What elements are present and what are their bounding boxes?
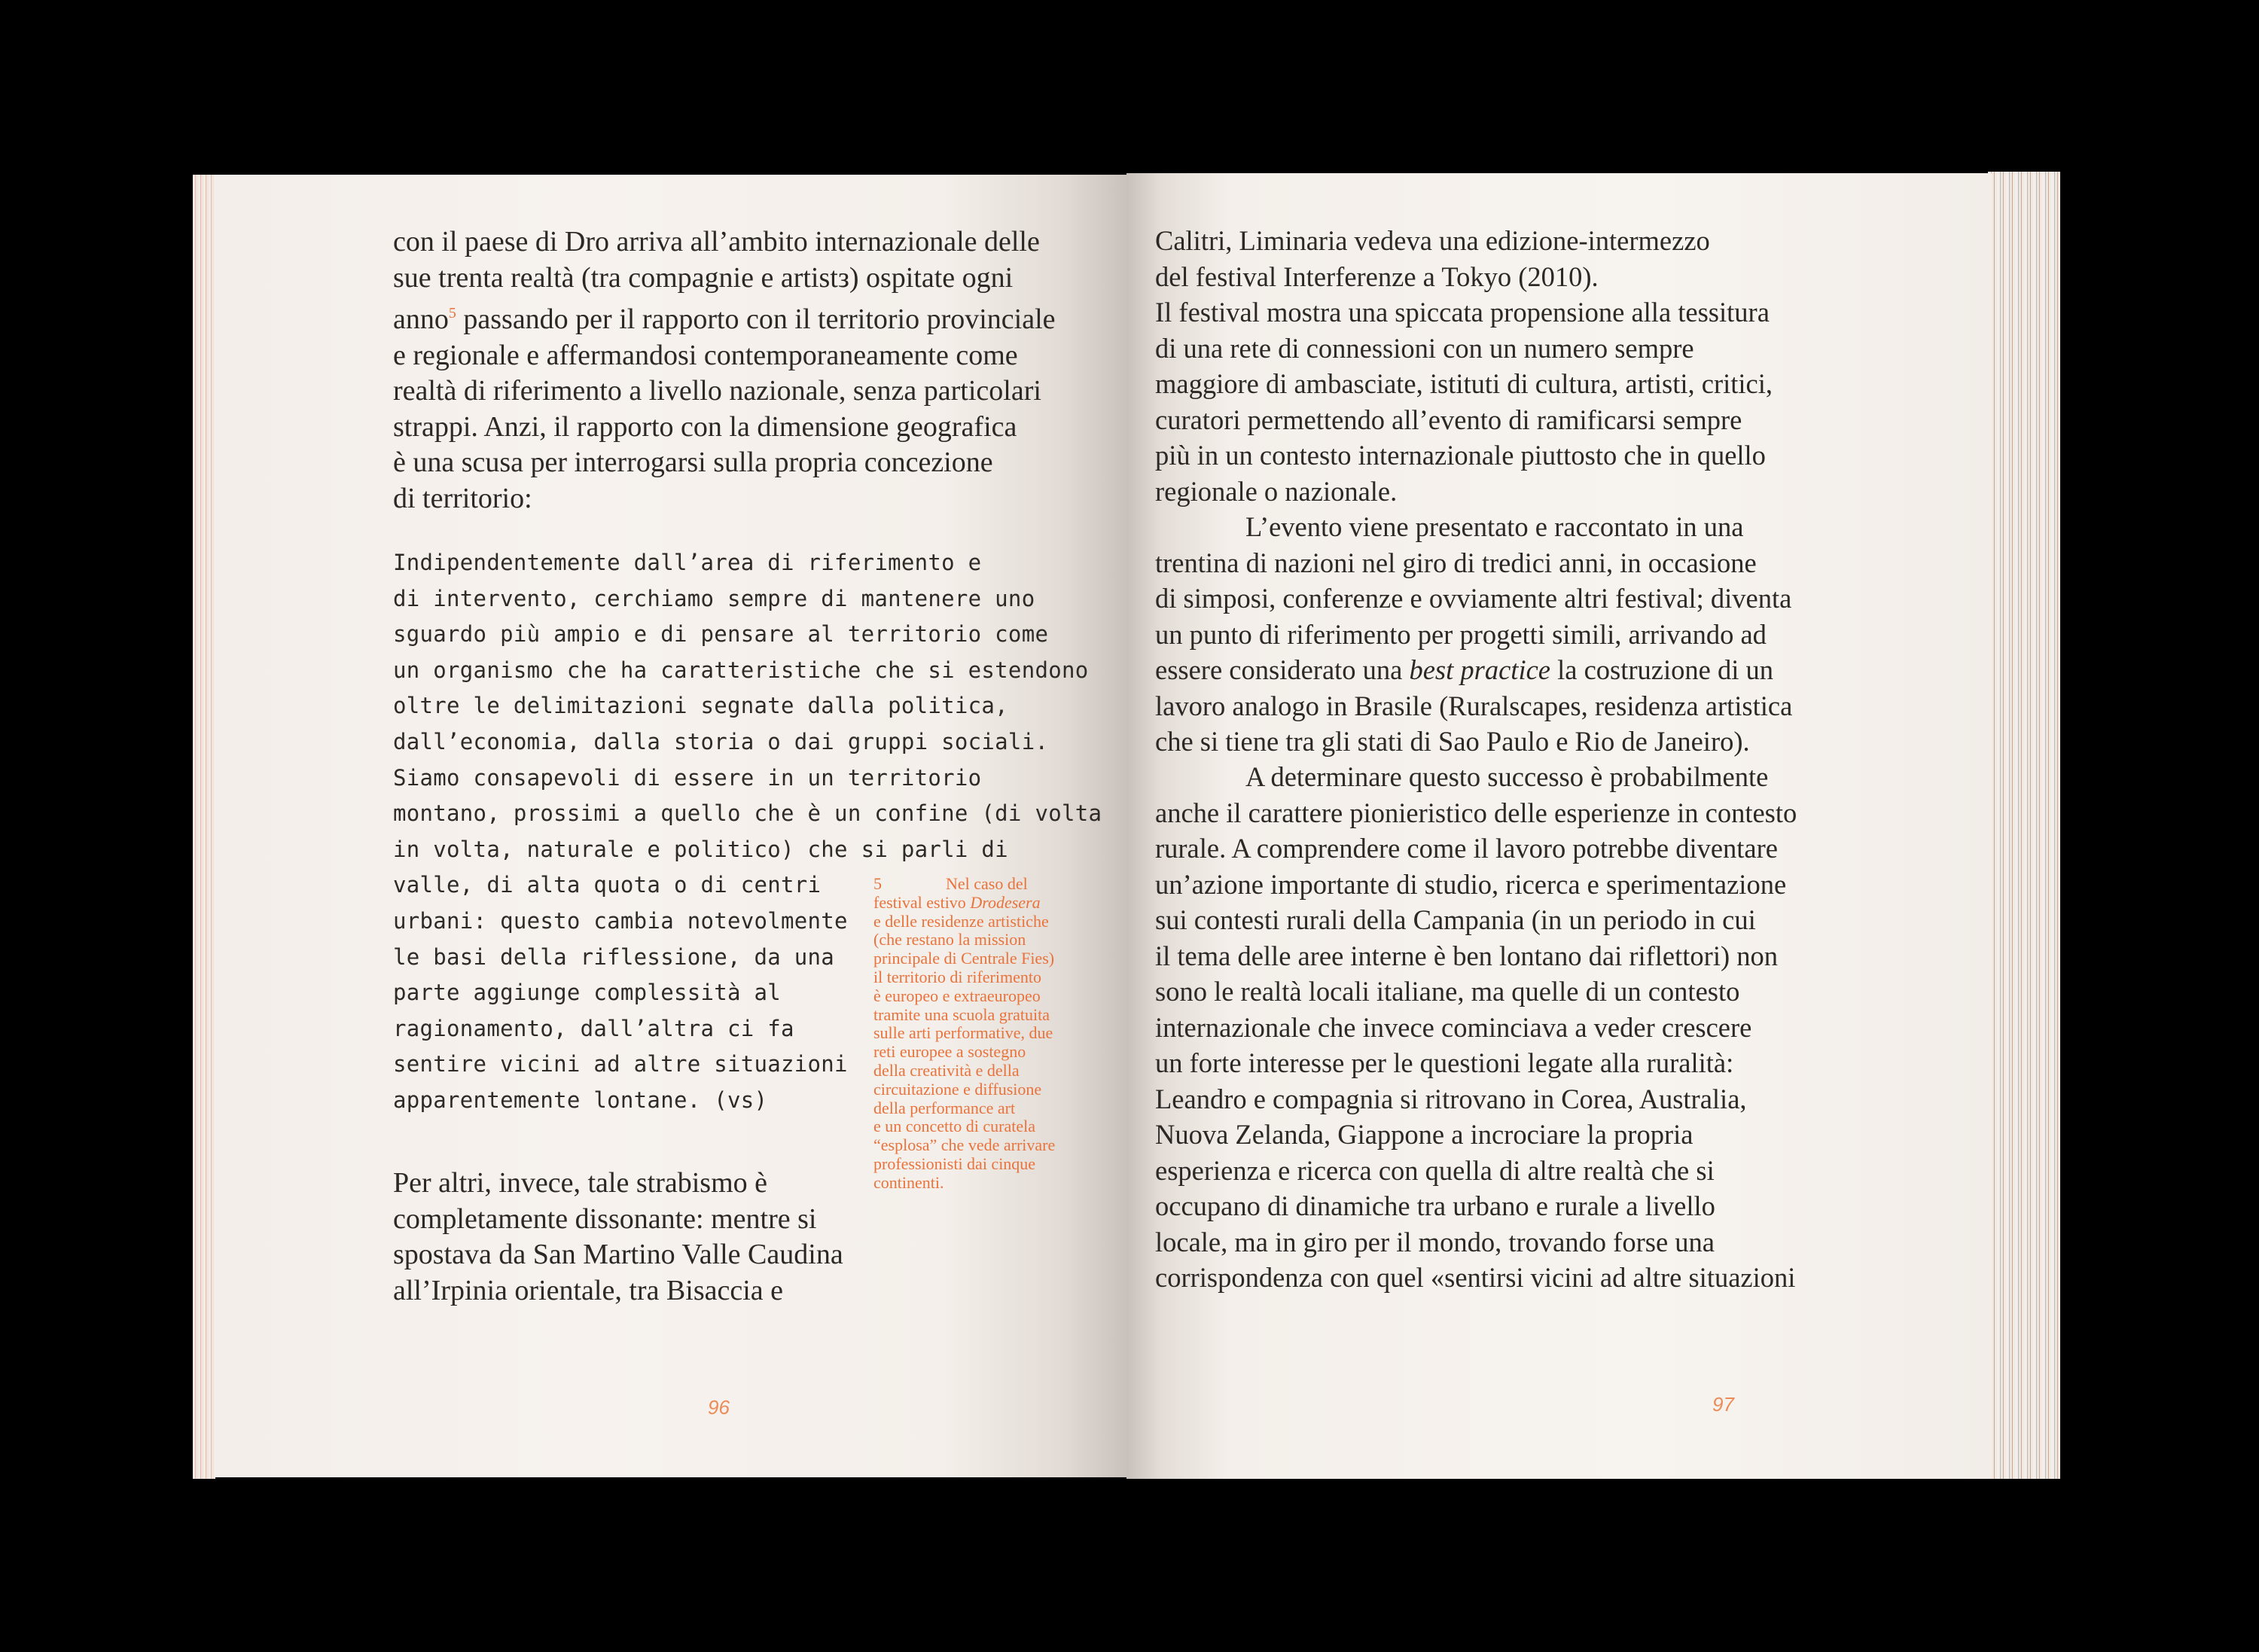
right-paragraph-2: L’evento viene presentato e raccontato in una trentina di nazioni nel giro di tredici anni, in occasione di simposi, conferenze e ovviamente altri festival; diventa un punto di riferimento per progetti simili, arrivando ad essere considerato una best practice la costruzione di un lavoro analogo in Brasile (Ruralscapes, residenza artistica che si tiene tra gli stati di Sao Paulo e Rio de Janeiro). xyxy=(1155,511,1793,757)
left-paragraph-1: con il paese di Dro arriva all’ambito internazionale delle sue trenta realtà (tra compagnie e artistз) ospitate ogni anno$^5$ passando per il rapporto con il territorio provinciale e regionale e affermandosi contemporaneamente come realtà di riferimento a livello nazionale, senza particolari strappi. Anzi, il rapporto con la dimensione geografica è una scusa per interrogarsi sulla propria concezione di territorio: xyxy=(393,226,1056,514)
right-page xyxy=(1126,173,1992,1479)
open-book xyxy=(193,167,2060,1480)
footnote-reference: 5 xyxy=(448,305,456,322)
page-number-right: 97 xyxy=(1712,1393,1734,1416)
left-page xyxy=(215,175,1126,1477)
footnote-5: 5 Nel caso del festival estivo Drodesera e delle residenze artistiche (che restano la mission principale di Centrale Fies) il territorio di riferimento è europeo e extraeuropeo tramite una scuola gratuita sulle arti performative, due reti europee a sostegno della creatività e della circuitazione e diffusione della performance art e un concetto di curatela “esplosa” che vede arrivare professionisti dai cinque continenti. xyxy=(873,874,1056,1192)
block-quote: Indipendentemente dall’area di riferimento e di intervento, cerchiamo sempre di mantenere uno sguardo più ampio e di pensare al territorio come un organismo che ha caratteristiche che si estendono oltre le delimitazioni segnate dalla politica, dall’economia, dalla storia o dai gruppi sociali. Siamo consapevoli di essere in un territorio montano, prossimi a quello che è un confine (di volta in volta, naturale e politico) che si parli di valle, di alta quota o di centri urbani: questo cambia notevolmente le basi della riflessione, da una parte aggiunge complessità al ragionamento, dall’altra ci fa sentire vicini ad altre situazioni apparentemente lontane. (vs) xyxy=(393,550,1102,1113)
footnote-number: 5 xyxy=(873,874,882,893)
right-paragraph-1: Calitri, Liminaria vedeva una edizione-intermezzo del festival Interferenze a Tokyo (2010). Il festival mostra una spiccata propensione alla tessitura di una rete di connessioni con un numero sempre maggiore di ambasciate, istituti di cultura, artisti, critici, curatori permettendo all’evento di ramificarsi sempre più in un contesto internazionale piuttosto che in quello regionale o nazionale. xyxy=(1155,225,1773,507)
page-number-left: 96 xyxy=(708,1396,730,1419)
left-paragraph-2: Per altri, invece, tale strabismo è completamente dissonante: mentre si spostava da San Martino Valle Caudina all’Irpinia orientale, tra Bisaccia e xyxy=(393,1167,843,1306)
right-paragraph-3: A determinare questo successo è probabilmente anche il carattere pionieristico delle esperienze in contesto rurale. A comprendere come il lavoro potrebbe diventare un’azione importante di studio, ricerca e sperimentazione sui contesti rurali della Campania (in un periodo in cui il tema delle aree interne è ben lontano dai riflettori) non sono le realtà locali italiane, ma quelle di un contesto internazionale che invece cominciava a veder crescere un forte interesse per le questioni legate alla ruralità: Leandro e compagnia si ritrovano in Corea, Australia, Nuova Zelanda, Giappone a incrociare la propria esperienza e ricerca con quella di altre realtà che si occupano di dinamiche tra urbano e rurale a livello locale, ma in giro per il mondo, trovando forse una corrispondenza con quel «sentirsi vicini ad altre situazioni xyxy=(1155,761,1797,1293)
